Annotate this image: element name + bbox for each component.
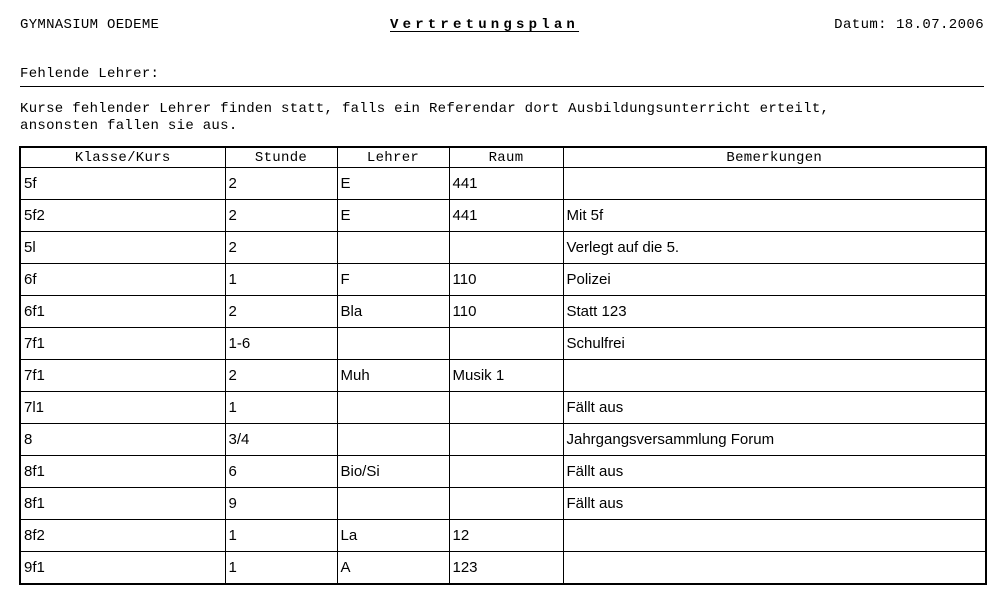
cell-room: 123 xyxy=(449,552,563,585)
cell-period: 1 xyxy=(225,264,337,296)
cell-remarks xyxy=(563,168,986,200)
cell-teacher: F xyxy=(337,264,449,296)
cell-remarks: Verlegt auf die 5. xyxy=(563,232,986,264)
cell-room: Musik 1 xyxy=(449,360,563,392)
cell-teacher xyxy=(337,328,449,360)
cell-class: 7f1 xyxy=(20,328,225,360)
cell-period: 9 xyxy=(225,488,337,520)
cell-remarks xyxy=(563,520,986,552)
cell-room xyxy=(449,232,563,264)
cell-class: 6f xyxy=(20,264,225,296)
note-line-1: Kurse fehlender Lehrer finden statt, falls ein Referendar dort Ausbildungsunterricht erteilt, xyxy=(20,101,830,117)
cell-teacher: Muh xyxy=(337,360,449,392)
cell-period: 6 xyxy=(225,456,337,488)
cell-class: 8f1 xyxy=(20,488,225,520)
cell-room: 441 xyxy=(449,200,563,232)
cell-remarks: Polizei xyxy=(563,264,986,296)
table-row xyxy=(20,456,986,488)
cell-room: 110 xyxy=(449,296,563,328)
date-value: 18.07.2006 xyxy=(895,17,984,33)
cell-room: 441 xyxy=(449,168,563,200)
cell-remarks: Jahrgangsversammlung Forum xyxy=(563,424,986,456)
cell-teacher: A xyxy=(337,552,449,585)
cell-class: 8 xyxy=(20,424,225,456)
cell-room xyxy=(449,488,563,520)
table-row xyxy=(20,520,986,552)
cell-remarks: Fällt aus xyxy=(563,392,986,424)
table-row xyxy=(20,424,986,456)
cell-teacher xyxy=(337,392,449,424)
cell-room xyxy=(449,392,563,424)
table-header-row xyxy=(20,147,986,168)
cell-period: 2 xyxy=(225,200,337,232)
column-header-period: Stunde xyxy=(225,147,337,168)
cell-room xyxy=(449,456,563,488)
table-row xyxy=(20,360,986,392)
cell-room xyxy=(449,328,563,360)
cell-remarks xyxy=(563,552,986,585)
date-label: Datum: xyxy=(834,17,887,33)
date-display xyxy=(834,17,984,33)
cell-class: 6f1 xyxy=(20,296,225,328)
cell-class: 7f1 xyxy=(20,360,225,392)
column-header-teacher: Lehrer xyxy=(337,147,449,168)
cell-class: 5f xyxy=(20,168,225,200)
cell-teacher xyxy=(337,232,449,264)
cell-period: 3/4 xyxy=(225,424,337,456)
note-line-2: ansonsten fallen sie aus. xyxy=(20,118,238,134)
page-header xyxy=(20,17,984,37)
cell-period: 1 xyxy=(225,392,337,424)
table-row xyxy=(20,328,986,360)
cell-teacher xyxy=(337,424,449,456)
cell-period: 1 xyxy=(225,520,337,552)
school-name: GYMNASIUM OEDEME xyxy=(20,17,160,33)
table-body xyxy=(20,168,986,585)
cell-remarks: Mit 5f xyxy=(563,200,986,232)
table-row xyxy=(20,200,986,232)
cell-remarks: Statt 123 xyxy=(563,296,986,328)
cell-teacher: E xyxy=(337,168,449,200)
cell-remarks: Fällt aus xyxy=(563,488,986,520)
cell-teacher: La xyxy=(337,520,449,552)
cell-room: 110 xyxy=(449,264,563,296)
table-row xyxy=(20,392,986,424)
cell-period: 2 xyxy=(225,296,337,328)
substitution-table xyxy=(19,146,987,585)
cell-class: 7l1 xyxy=(20,392,225,424)
cell-remarks: Fällt aus xyxy=(563,456,986,488)
cell-teacher: Bla xyxy=(337,296,449,328)
table-row xyxy=(20,552,986,585)
cell-room xyxy=(449,424,563,456)
cell-class: 5f2 xyxy=(20,200,225,232)
cell-period: 1-6 xyxy=(225,328,337,360)
cell-period: 2 xyxy=(225,168,337,200)
column-header-room: Raum xyxy=(449,147,563,168)
substitution-note xyxy=(20,101,984,135)
cell-remarks xyxy=(563,360,986,392)
cell-remarks: Schulfrei xyxy=(563,328,986,360)
table-row xyxy=(20,488,986,520)
column-header-class: Klasse/Kurs xyxy=(20,147,225,168)
table-row xyxy=(20,232,986,264)
column-header-remarks: Bemerkungen xyxy=(563,147,986,168)
cell-class: 8f2 xyxy=(20,520,225,552)
table-row xyxy=(20,168,986,200)
cell-teacher: E xyxy=(337,200,449,232)
cell-teacher: Bio/Si xyxy=(337,456,449,488)
table-row xyxy=(20,296,986,328)
table-row xyxy=(20,264,986,296)
missing-teachers-heading: Fehlende Lehrer: xyxy=(20,66,984,87)
cell-period: 2 xyxy=(225,360,337,392)
cell-class: 5l xyxy=(20,232,225,264)
cell-period: 2 xyxy=(225,232,337,264)
cell-class: 9f1 xyxy=(20,552,225,585)
cell-teacher xyxy=(337,488,449,520)
cell-period: 1 xyxy=(225,552,337,585)
cell-room: 12 xyxy=(449,520,563,552)
page-title: Vertretungsplan xyxy=(390,17,580,33)
cell-class: 8f1 xyxy=(20,456,225,488)
